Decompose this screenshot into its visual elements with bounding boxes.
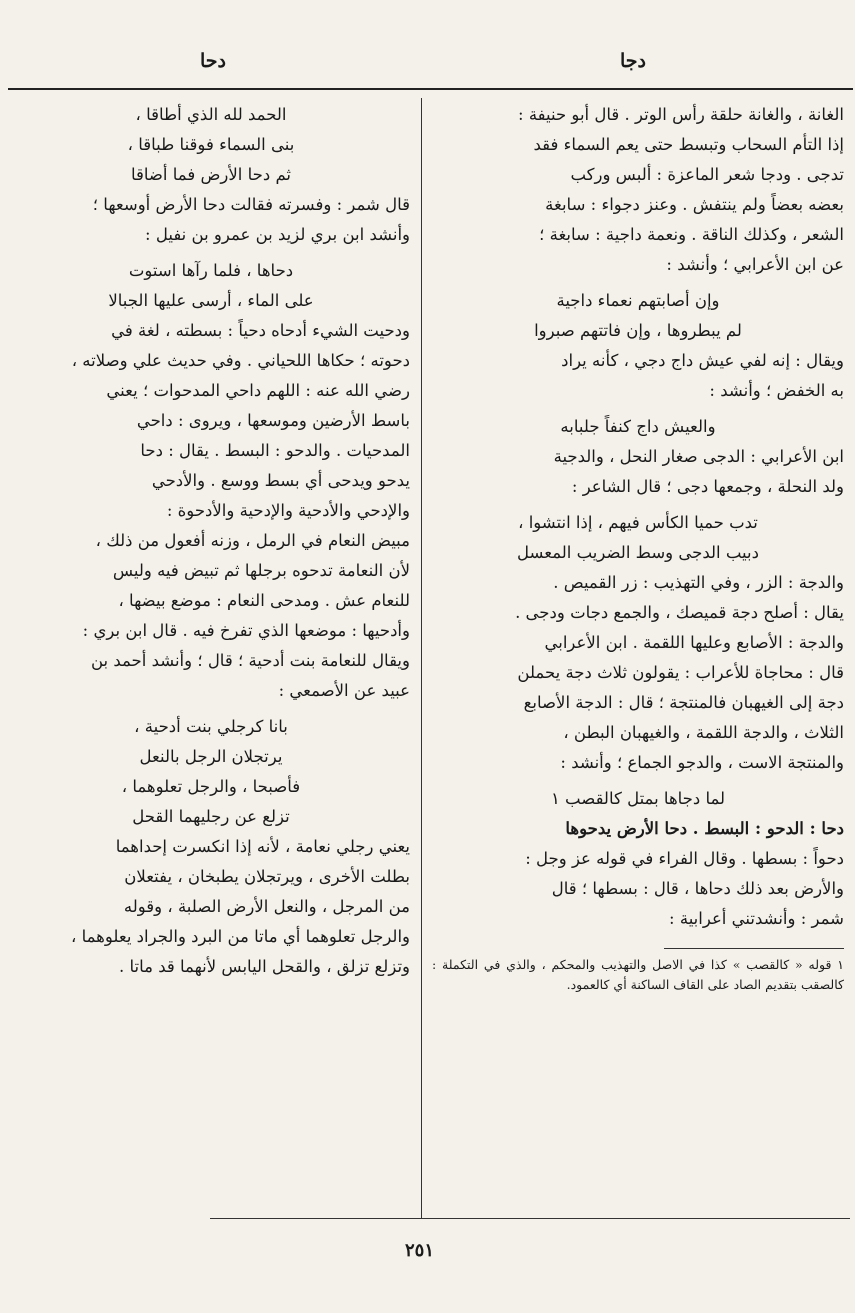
text-line: قال شمر : وفسرته فقالت دحا الأرض أوسعها ؛ — [92, 195, 410, 214]
text-line: قال : محاجاة للأعراب : يقولون ثلاث دجة يحملن — [517, 663, 844, 682]
text-line: ودحيت الشيء أدحاه دحياً : بسطته ، لغة في — [111, 321, 410, 340]
verse-line: ثم دحا الأرض فما أضاقا — [130, 165, 292, 184]
text-line: يعني رجلي نعامة ، لأنه إذا انكسرت إحداهما — [115, 837, 410, 856]
text-line: والدجة : الأصابع وعليها اللقمة . ابن الأعرابي — [544, 633, 844, 652]
verse-line: فأصبحا ، والرجل تعلوهما ، — [121, 777, 301, 796]
text-line: دحواً : بسطها . وقال الفراء في قوله عز وجل : — [525, 849, 844, 868]
text-line: مبيض النعام في الرمل ، وزنه أفعول من ذلك ، — [95, 531, 410, 550]
verse-line: بانا كرجلي بنت أدحية ، — [134, 717, 288, 736]
text-line: والإدحي والأدحية والإدحية والأدحوة : — [166, 501, 410, 520]
verse-line: لما دجاها بمتل كالقصب ١ — [550, 789, 726, 808]
text-line: من المرجل ، والنعل الأرض الصلبة ، وقوله — [123, 897, 410, 916]
left-running-header: دحا — [200, 50, 226, 72]
verse-line: وإن أصابتهم نعماء داجية — [556, 291, 720, 310]
top-rule — [8, 88, 853, 90]
bottom-rule — [210, 1218, 850, 1219]
text-line: ويقال : إنه لفي عيش داج دجي ، كأنه يراد — [561, 351, 844, 370]
right-column — [432, 100, 844, 995]
verse-line: لم يبطروها ، وإن فاتتهم صبروا — [534, 321, 742, 340]
text-line: الغانة ، والغانة حلقة رأس الوتر . قال أبو حنيفة : — [518, 105, 844, 124]
text-line: ويقال للنعامة بنت أدحية ؛ قال ؛ وأنشد أحمد بن — [90, 651, 410, 670]
text-line: وأدحيها : موضعها الذي تفرخ فيه . قال ابن بري : — [82, 621, 410, 640]
text-line: بعضه بعضاً ولم ينتفش . وعنز دجواء : سابغة — [545, 195, 844, 214]
text-line: به الخفض ؛ وأنشد : — [709, 381, 844, 400]
text-line: والرجل تعلوهما أي ماتا من البرد والجراد يعلوهما ، — [71, 927, 410, 946]
text-line: يدحو ويدحى أي بسط ووسع . والأدحي — [151, 471, 410, 490]
text-line: والدجة : الزر ، وفي التهذيب : زر القميص . — [553, 573, 844, 592]
verse-line: الحمد لله الذي أطاقا ، — [135, 105, 287, 124]
text-line: رضي الله عنه : اللهم داحي المدحوات ؛ يعني — [106, 381, 410, 400]
verse-line: تدب حميا الكأس فيهم ، إذا انتشوا ، — [518, 513, 758, 532]
text-line: ولد النحلة ، وجمعها دجى ؛ قال الشاعر : — [571, 477, 844, 496]
text-line: الشعر ، وكذلك الناقة . ونعمة داجية : سابغة ؛ — [539, 225, 844, 244]
verse-line: تزلع عن رجليهما القحل — [132, 807, 290, 826]
text-line: تدجى . ودجا شعر الماعزة : ألبس وركب — [570, 165, 844, 184]
text-line: يقال : أصلح دجة قميصك ، والجمع دجات ودجى . — [515, 603, 844, 622]
verse-line: والعيش داج كنفاً جلبابه — [560, 417, 716, 436]
text-line: والمنتجة الاست ، والدجو الجماع ؛ وأنشد : — [560, 753, 844, 772]
left-column — [12, 100, 410, 982]
verse-line: دحاها ، فلما رآها استوت — [128, 261, 294, 280]
verse-line: يرتجلان الرجل بالنعل — [139, 747, 283, 766]
verse-line: على الماء ، أرسى عليها الجبالا — [108, 291, 314, 310]
text-line: وتزلع تزلق ، والقحل اليابس لأنهما قد ماتا . — [118, 957, 410, 976]
text-line: دجة إلى الغيهبان فالمنتجة ؛ قال : الدجة الأصابع — [523, 693, 844, 712]
text-line: ابن الأعرابي : الدجى صغار النحل ، والدجية — [553, 447, 844, 466]
text-line: للنعام عش . ومدحى النعام : موضع بيضها ، — [118, 591, 410, 610]
text-line: لأن النعامة تدحوه برجلها ثم تبيض فيه وليس — [112, 561, 410, 580]
text-line: عن ابن الأعرابي ؛ وأنشد : — [666, 255, 844, 274]
text-line: دحوته ؛ حكاها اللحياني . وفي حديث علي وصلاته ، — [71, 351, 410, 370]
text-line: الثلاث ، والدجة اللقمة ، والغيهبان البطن ، — [563, 723, 844, 742]
text-line: بطلت الأخرى ، ويرتجلان يطبخان ، يفتعلان — [124, 867, 410, 886]
verse-line: بنى السماء فوقنا طباقا ، — [127, 135, 295, 154]
footnote: ١ قوله « كالقصب » كذا في الاصل والتهذيب والمحكم ، والذي في التكملة : كالصقب بتقديم الصاد على القاف الساكنة أي كالعمود. — [432, 957, 844, 992]
verse-line: دبيب الدجى وسط الضريب المعسل — [517, 543, 759, 562]
text-line: باسط الأرضين وموسعها ، ويروى : داحي — [136, 411, 410, 430]
text-line: عبيد عن الأصمعي : — [278, 681, 410, 700]
text-line: وأنشد ابن بري لزيد بن عمرو بن نفيل : — [145, 225, 410, 244]
right-running-header: دجا — [620, 50, 646, 72]
text-line: المدحيات . والدحو : البسط . يقال : دحا — [140, 441, 410, 460]
text-line: والأرض بعد ذلك دحاها ، قال : بسطها ؛ قال — [551, 879, 844, 898]
text-line: شمر : وأنشدتني أعرابية : — [669, 909, 844, 928]
text-line: إذا التأم السحاب وتبسط حتى يعم السماء فقد — [533, 135, 844, 154]
page-number: ٢٥١ — [405, 1240, 435, 1261]
column-divider — [421, 98, 422, 1218]
footnote-rule — [664, 948, 844, 949]
entry-text-line: دحا : الدحو : البسط . دحا الأرض يدحوها — [565, 819, 844, 838]
